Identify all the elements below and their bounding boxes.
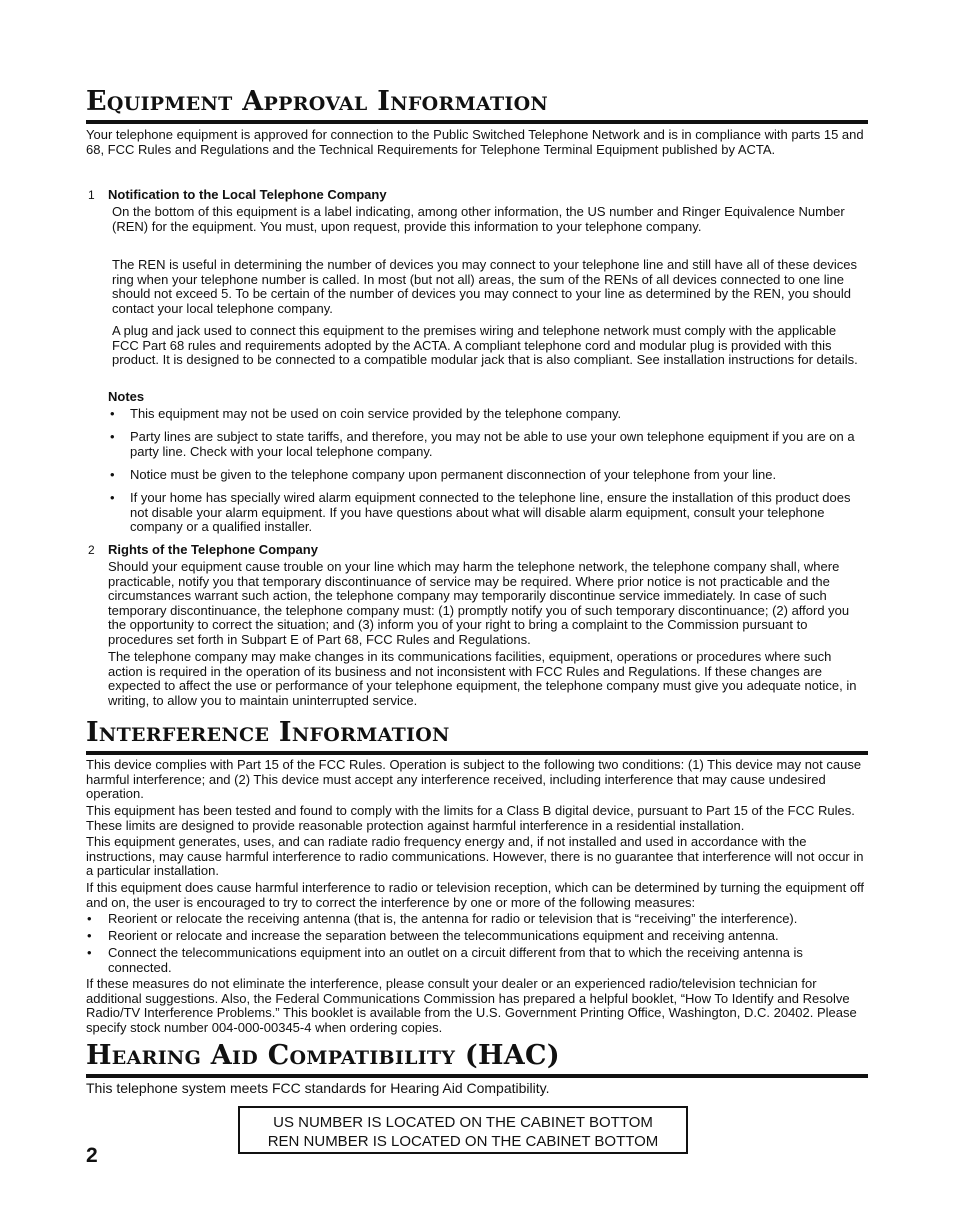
bullet-dot: • — [110, 406, 115, 421]
item-1-number: 1 — [88, 188, 95, 202]
interference-paragraph-5: If these measures do not eliminate the interference, please consult your dealer or an experienced radio/television technician for additional suggestions. Also, the Federal Communications Commission has prepared a helpful booklet, “How To Identify and Resolve Radio/TV Interference Problems.” This booklet is available from the U.S. Government Printing Office, Washington, D.C. 20402. Please specify stock number 004-000-00345-4 when ordering copies. — [86, 976, 857, 1035]
bullet-dot: • — [110, 490, 115, 505]
measure-item: Reorient or relocate and increase the separation between the telecommunications equipment and receiving antenna. — [108, 928, 779, 943]
item-2-number: 2 — [88, 543, 95, 557]
equipment-intro: Your telephone equipment is approved for connection to the Public Switched Telephone Network and is in compliance with parts 15 and 68, FCC Rules and Regulations and the Technical Requirements for Telephone Terminal Equipment published by ACTA. — [86, 127, 864, 157]
measure-item: Connect the telecommunications equipment into an outlet on a circuit different from that to which the receiving antenna is connected. — [108, 945, 803, 975]
interference-paragraph-3: This equipment generates, uses, and can radiate radio frequency energy and, if not installed and used in accordance with the instructions, may cause harmful interference to radio communications. However, there is no guarantee that interference will not occur in a particular installation. — [86, 834, 864, 879]
interference-paragraph-1: This device complies with Part 15 of the FCC Rules. Operation is subject to the following two conditions: (1) This device may not cause harmful interference; and (2) This device must accept any interference received, including interference that may cause undesired operation. — [86, 757, 862, 802]
cabinet-label-box — [238, 1106, 688, 1154]
interference-paragraph-2: This equipment has been tested and found to comply with the limits for a Class B digital device, pursuant to Part 15 of the FCC Rules. These limits are designed to provide reasonable protection against harmful interference in a residential installation. — [86, 803, 855, 833]
bullet-dot: • — [110, 429, 115, 444]
item-1-paragraph-1: On the bottom of this equipment is a label indicating, among other information, the US number and Ringer Equivalence Number (REN) for the equipment. You must, upon request, provide this information to your telephone company. — [112, 204, 845, 234]
page-number: 2 — [86, 1144, 98, 1167]
measure-item: Reorient or relocate the receiving antenna (that is, the antenna for radio or television that is “receiving” the interference). — [108, 911, 798, 926]
note-item: Notice must be given to the telephone company upon permanent disconnection of your telephone from your line. — [130, 467, 777, 482]
note-item: If your home has specially wired alarm equipment connected to the telephone line, ensure the installation of this product does not disable your alarm equipment. If you have questions about what will disable alarm equipment, consult your telephone company or a qualified installer. — [130, 490, 851, 535]
hac-title: Hearing Aid Compatibility (HAC) — [86, 1040, 868, 1078]
equipment-approval-title: Equipment Approval Information — [86, 86, 868, 124]
hac-text: This telephone system meets FCC standards for Hearing Aid Compatibility. — [86, 1080, 550, 1096]
ren-number-line: REN NUMBER IS LOCATED ON THE CABINET BOTTOM — [267, 1133, 659, 1150]
note-item: Party lines are subject to state tariffs, and therefore, you may not be able to use your own telephone equipment if you are on a party line. Check with your local telephone company. — [130, 429, 855, 459]
bullet-dot: • — [87, 911, 92, 926]
item-2-paragraph-1: Should your equipment cause trouble on your line which may harm the telephone network, the telephone company shall, where practicable, notify you that temporary discontinuance of service may be required. Where prior notice is not practicable and the circumstances warrant such action, the telephone company may temporarily discontinue service immediately. In case of such temporary discontinuance, the telephone company must: (1) promptly notify you of such temporary discontinuance; (2) afford you the opportunity to correct the situation; and (3) inform you of your right to bring a complaint to the Commission pursuant to procedures set forth in Subpart E of Part 68, FCC Rules and Regulations. — [108, 559, 850, 647]
bullet-dot: • — [110, 467, 115, 482]
item-1-paragraph-3: A plug and jack used to connect this equipment to the premises wiring and telephone network must comply with the applicable FCC Part 68 rules and requirements adopted by the ACTA. A compliant telephone cord and modular plug is provided with this product. It is designed to be connected to a compatible modular jack that is also compliant. See installation instructions for details. — [112, 323, 858, 368]
item-1-heading: Notification to the Local Telephone Company — [108, 187, 387, 202]
bullet-dot: • — [87, 928, 92, 943]
bullet-dot: • — [87, 945, 92, 960]
item-2-paragraph-2: The telephone company may make changes in its communications facilities, equipment, operations or procedures where such action is required in the operation of its business and not inconsistent with FCC Rules and Regulations. If these changes are expected to affect the use or performance of your telephone equipment, the telephone company must give you adequate notice, in writing, to allow you to maintain uninterrupted service. — [108, 649, 857, 708]
item-2-heading: Rights of the Telephone Company — [108, 542, 318, 557]
notes-heading: Notes — [108, 389, 145, 404]
item-1-paragraph-2: The REN is useful in determining the number of devices you may connect to your telephone line and still have all of these devices ring when your telephone number is called. In most (but not all) areas, the sum of the RENs of all devices connected to one line should not exceed 5. To be certain of the number of devices you may connect to your line as determined by the REN, you should contact your local telephone company. — [112, 257, 858, 316]
interference-title: Interference Information — [86, 717, 868, 755]
note-item: This equipment may not be used on coin service provided by the telephone company. — [130, 406, 622, 421]
us-number-line: US NUMBER IS LOCATED ON THE CABINET BOTTOM — [273, 1114, 653, 1131]
interference-paragraph-4: If this equipment does cause harmful interference to radio or television reception, which can be determined by turning the equipment off and on, the user is encouraged to try to correct the interference by one or more of the following measures: — [86, 880, 865, 910]
